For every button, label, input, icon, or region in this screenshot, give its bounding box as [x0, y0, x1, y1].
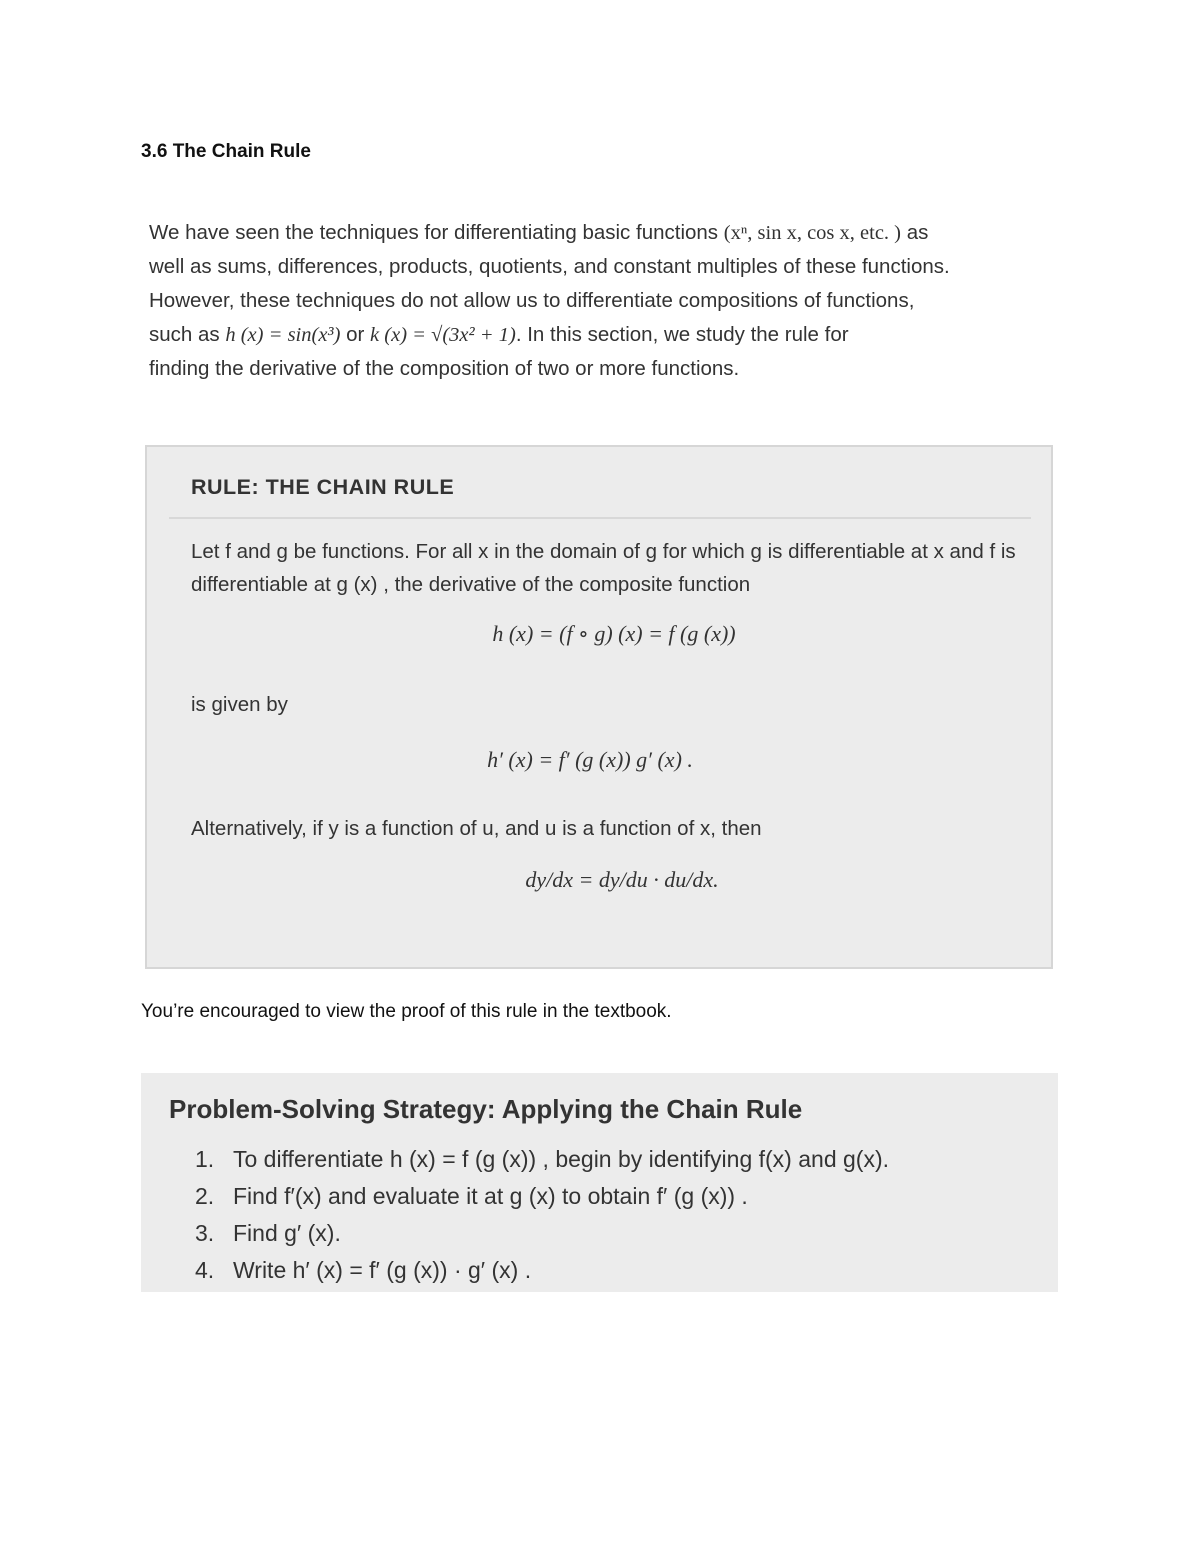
page-title: 3.6 The Chain Rule	[141, 141, 311, 162]
strategy-step: 4. Write h′ (x) = f′ (g (x)) · g′ (x) .	[195, 1257, 532, 1283]
given-by-text: is given by	[191, 693, 288, 716]
chain-rule-box	[145, 445, 1053, 969]
intro-line-1: We have seen the techniques for differentiating basic functions (xⁿ, sin x, cos x, etc. ) as	[149, 221, 929, 244]
composite-function-equation: h (x) = (f ∘ g) (x) = f (g (x))	[492, 621, 736, 646]
basic-functions-math: (xⁿ, sin x, cos x, etc. )	[723, 222, 902, 244]
leibniz-notation-equation: dy/dx = dy/du · du/dx.	[525, 867, 719, 892]
alternative-statement: Alternatively, if y is a function of u, and u is a function of x, then	[191, 817, 762, 840]
strategy-step: 3. Find g′ (x).	[195, 1220, 341, 1246]
rule-title: RULE: THE CHAIN RULE	[191, 475, 455, 499]
intro-line-2: well as sums, differences, products, quotients, and constant multiples of these functions.	[149, 255, 950, 278]
intro-line-4: such as h (x) = sin(x³) or k (x) = √(3x² + 1). In this section, we study the rule for	[149, 323, 849, 346]
strategy-box	[141, 1073, 1058, 1292]
intro-paragraph	[149, 216, 1069, 386]
rule-divider	[169, 517, 1031, 519]
proof-note: You’re encouraged to view the proof of this rule in the textbook.	[141, 1001, 672, 1022]
intro-line-3: However, these techniques do not allow us to differentiate compositions of functions,	[149, 289, 915, 312]
rule-statement: Let f and g be functions. For all x in the domain of g for which g is differentiable at x and f is differentiable at g (x) , the derivative of the composite function	[191, 540, 1016, 596]
intro-line-5: finding the derivative of the composition of two or more functions.	[149, 357, 740, 380]
chain-rule-equation: h′ (x) = f′ (g (x)) g′ (x) .	[487, 747, 693, 772]
example-k-math: k (x) = √(3x² + 1)	[370, 324, 516, 346]
strategy-step: 2. Find f′(x) and evaluate it at g (x) to obtain f′ (g (x)) .	[195, 1183, 748, 1209]
strategy-title: Problem-Solving Strategy: Applying the Chain Rule	[169, 1094, 803, 1124]
strategy-steps	[195, 1141, 889, 1289]
example-h-math: h (x) = sin(x³)	[225, 324, 341, 346]
strategy-step: 1. To differentiate h (x) = f (g (x)) , begin by identifying f(x) and g(x).	[195, 1146, 889, 1172]
